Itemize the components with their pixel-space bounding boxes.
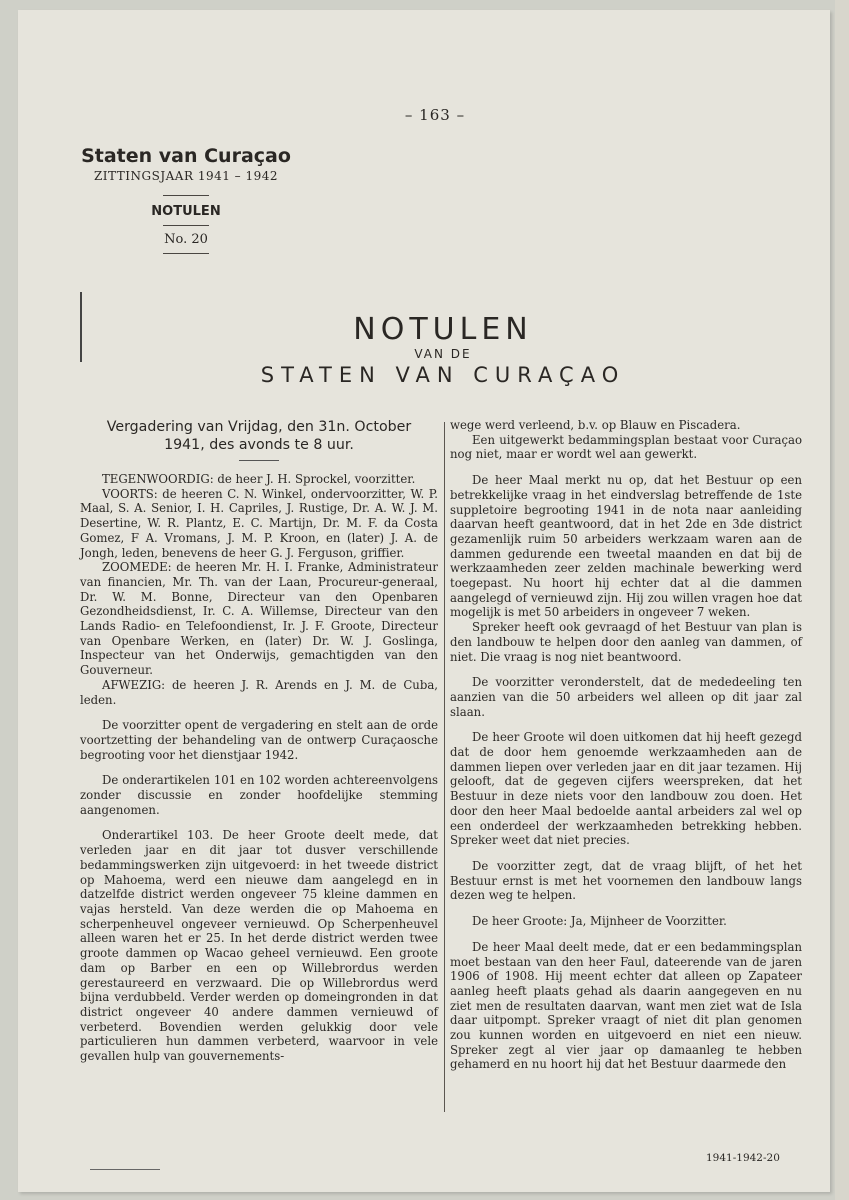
masthead-rule-3 <box>163 253 209 254</box>
heading-rule <box>239 460 279 461</box>
paragraph-chair-2: De voorzitter zegt, dat de vraag blijft, of het het Bestuur ernst is met het voornemen den landbouw langs dezen weg te helpen. <box>450 858 802 903</box>
column-divider <box>444 422 445 1112</box>
meeting-heading-line2: 1941, des avonds te 8 uur. <box>164 437 354 453</box>
paragraph-continued: wege werd verleend, b.v. op Blauw en Piscadera. <box>450 418 741 432</box>
paragraph-absent: AFWEZIG: de heeren J. R. Arends en J. M. de Cuba, leden. <box>80 677 438 707</box>
main-title: NOTULEN <box>353 312 533 347</box>
footer-code: 1941-1942-20 <box>706 1152 780 1164</box>
paragraph-maal-2: Spreker heeft ook gevraagd of het Bestuur van plan is den landbouw te helpen door den aanleg van dammen, of niet. Die vraag is nog niet beantwoord. <box>450 620 802 664</box>
paragraph-opening: De voorzitter opent de vergadering en stelt aan de orde voortzetting der behandeling van de ontwerp Curaçaosche begrooting voor het dienstjaar 1942. <box>80 718 438 762</box>
masthead-rule <box>163 195 209 196</box>
page-edge <box>835 0 849 1200</box>
masthead-rule-2 <box>163 225 209 226</box>
paragraph-103: Onderartikel 103. De heer Groote deelt mede, dat verleden jaar en dit jaar tot dusver verschillende bedammingswerken zijn uitgevoerd: in het tweede district op Mahoema, werd een nieuwe dam aangelegd en in datzelfde district werden ongeveer 75 kleine dammen en vajas hersteld. Van deze werden die op Mahoema en scherpenheuvel ongeveer vernieuwd. Op Scherpenheuvel alleen waren het er 25. In het derde district werden twee groote dammen op Wacao geheel vernieuwd. Een groote dam op Barber en een op Willebrordus werden gerestaureerd en verzwaard. Die op Willebrordus werd bijna verdubbeld. Verder werden op domeingronden in dat district ongeveer 40 andere dammen vernieuwd of verbeterd. Bovendien werden gelukkig door vele particulieren hun dammen verbeterd, waarvoor in vele gevallen hulp van gouvernements- <box>80 828 438 1064</box>
paragraph-plan: Een uitgewerkt bedammingsplan bestaat voor Curaçao nog niet, maar er wordt wel aan gewerkt. <box>450 432 802 462</box>
masthead-title: Staten van Curaçao <box>81 145 291 167</box>
page-number: – 163 – <box>404 106 466 124</box>
left-column <box>80 418 438 1064</box>
title-van-de: VAN DE <box>414 347 472 361</box>
meeting-heading <box>80 418 438 454</box>
paragraph-also: VOORTS: de heeren C. N. Winkel, ondervoorzitter, W. P. Maal, S. A. Senior, I. H. Capriles, J. Rustige, Dr. A. W. J. M. Desertine, W. R. Plantz, E. C. Martijn, Dr. M. F. da Costa Gomez, F A. Vromans, J. M. P. Kroon, en (later) J. A. de Jongh, leden, benevens de heer G. J. Ferguson, griffier. <box>80 486 438 560</box>
paragraph-chair-1: De voorzitter veronderstelt, dat de mededeeling ten aanzien van die 50 arbeiders wel alleen op dit jaar zal slaan. <box>450 675 802 719</box>
paragraph-likewise: ZOOMEDE: de heeren Mr. H. I. Franke, Administrateur van financien, Mr. Th. van der Laan, Procureur-generaal, Dr. W. M. Bonne, Directeur van den Openbaren Gezondheidsdienst, Ir. C. A. Willemse, Directeur van den Lands Radio- en Telefoondienst, Ir. J. F. Groote, Directeur van Openbare Werken, en (later) Dr. W. J. Goslinga, Inspecteur van het Onderwijs, gemachtigden van den Gouverneur. <box>80 560 438 678</box>
margin-mark <box>80 292 82 362</box>
right-column <box>450 418 802 1072</box>
masthead-section: NOTULEN <box>151 204 221 219</box>
meeting-heading-line1: Vergadering van Vrijdag, den 31n. October <box>106 419 412 435</box>
paragraph-101-102: De onderartikelen 101 en 102 worden achtereenvolgens zonder discussie en zonder hoofdelijke stemming aangenomen. <box>80 773 438 817</box>
masthead <box>76 145 296 254</box>
masthead-session: ZITTINGSJAAR 1941 – 1942 <box>93 169 279 183</box>
paragraph-groote-2: De heer Groote: Ja, Mijnheer de Voorzitter. <box>472 914 727 929</box>
document-page <box>18 10 830 1192</box>
paragraph-groote-1: De heer Groote wil doen uitkomen dat hij heeft gezegd dat de door hem genoemde werkzaamheden aan de dammen liepen over verleden jaar en dit jaar tezamen. Hij gelooft, dat de gegeven cijfers weerspreken, dat het Bestuur in deze niets voor den landbouw zou doen. Het door den heer Maal bedoelde aantal arbeiders zal wel op een onderdeel der werkzaamheden betrekking hebben. Spreker weet dat niet precies. <box>450 730 802 848</box>
bottom-stroke <box>90 1169 160 1170</box>
paragraph-present: TEGENWOORDIG: de heer J. H. Sprockel, voorzitter. <box>102 472 416 486</box>
paragraph-maal-3: De heer Maal deelt mede, dat er een bedammingsplan moet bestaan van den heer Faul, dateerende van de jaren 1906 of 1908. Hij meent echter dat alleen op Zapateer aanleg heeft plaats gehad als daarin aangegeven en nu ziet men de resultaten daarvan, want men ziet wat de Isla daar uitpompt. Spreker vraagt of niet dit plan genomen zou kunnen worden en uitgevoerd en niet een nieuw. Spreker zegt al vier jaar op damaanleg te hebben gehamerd en nu hoort hij dat het Bestuur daarmede den <box>450 939 802 1072</box>
masthead-number: No. 20 <box>164 232 208 247</box>
title-block <box>218 312 668 387</box>
title-subtitle: STATEN VAN CURAÇAO <box>260 363 626 387</box>
paragraph-maal-1: De heer Maal merkt nu op, dat het Bestuur op een betrekkelijke vraag in het eindverslag betreffende de 1ste suppletoire begrooting 1941 in de nota naar aanleiding daarvan heeft geantwoord, dat in het 2de en 3de district gezamenlijk ruim 50 arbeiders werkzaam waren aan de dammen gedurende een tweetal maanden en dat bij de werkzaamheden zeer zelden machinale bewerking werd toegepast. Nu hoort hij echter dat al die dammen aangelegd of vernieuwd zijn. Hij zou willen vragen hoe dat mogelijk is met 50 arbeiders in ongeveer 7 weken. <box>450 473 802 620</box>
